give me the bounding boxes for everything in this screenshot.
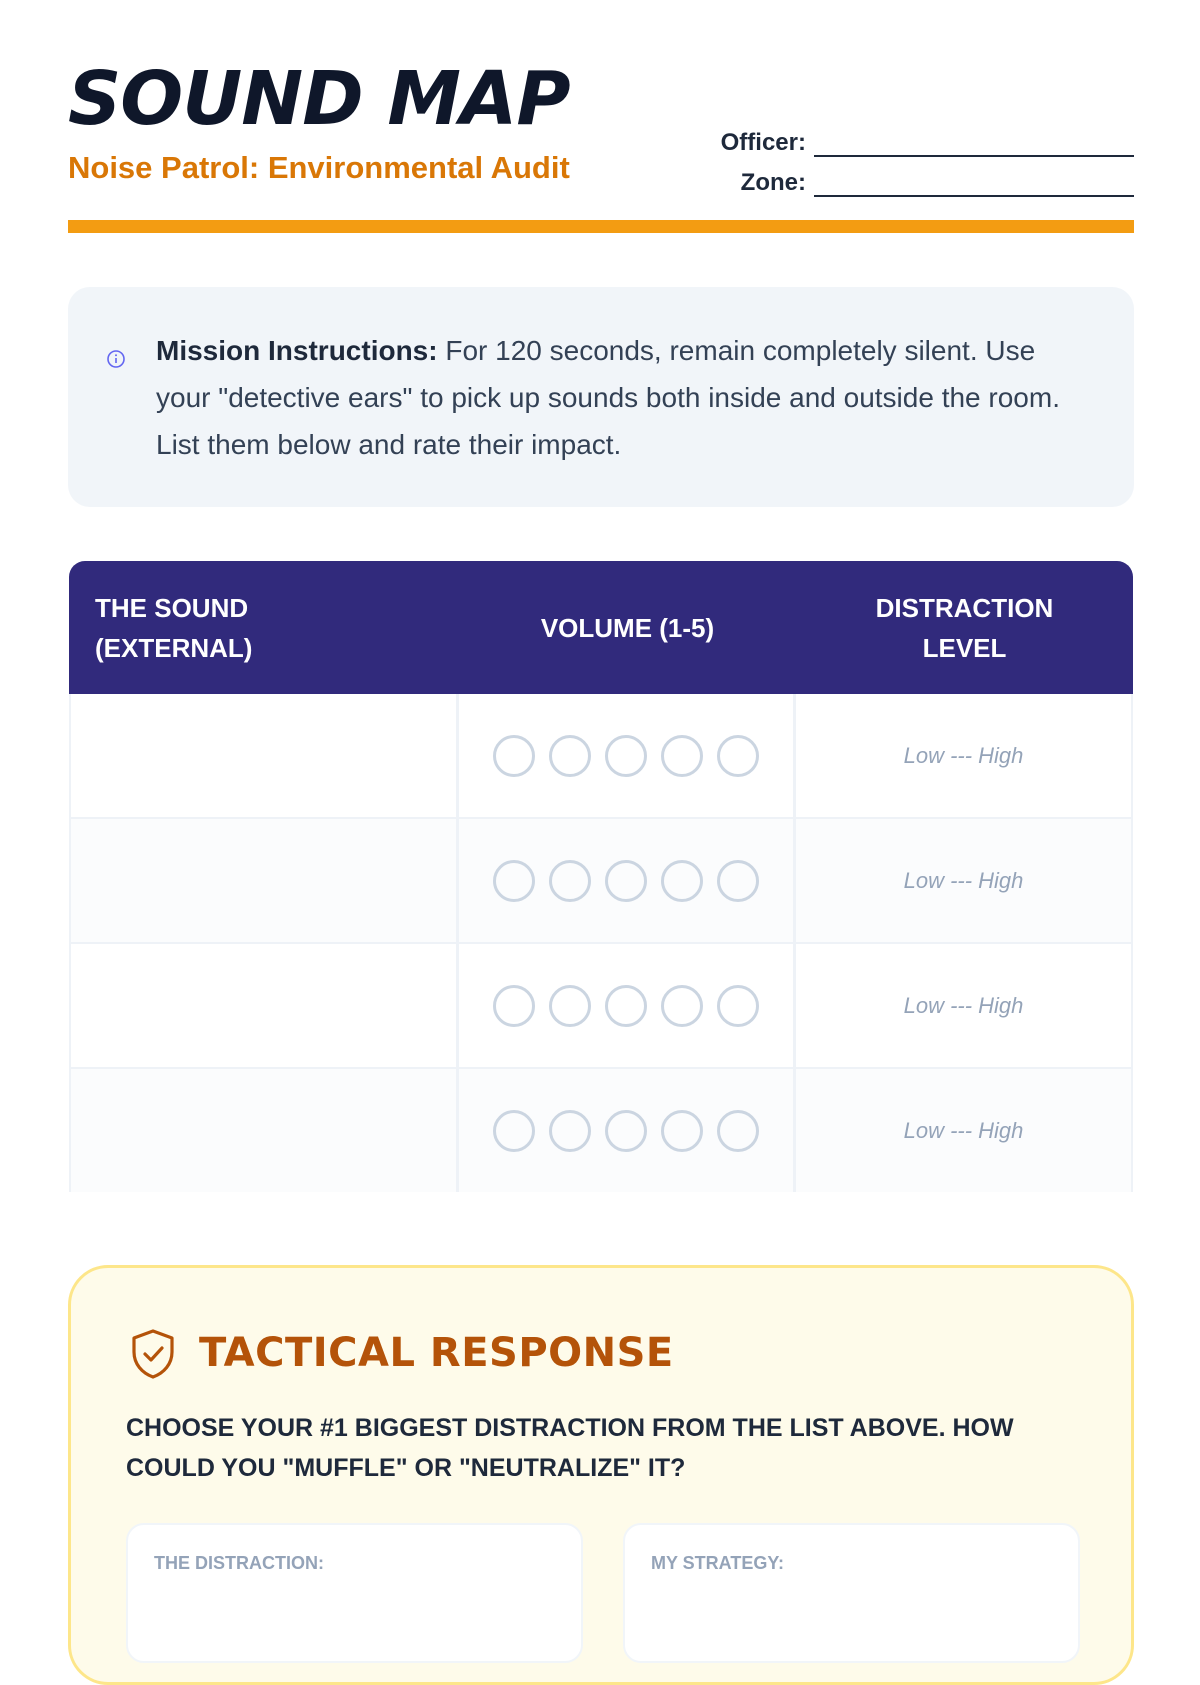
info-icon bbox=[106, 349, 126, 369]
instructions-body: For 120 seconds, remain completely silent. Use your "detective ears" to pick up sounds both inside and outside the room. List them below and rate their impact. bbox=[156, 335, 1060, 460]
page-title: SOUND MAP bbox=[68, 56, 570, 142]
volume-cell bbox=[459, 944, 796, 1067]
sound-table bbox=[69, 561, 1133, 1192]
volume-radio-3[interactable] bbox=[605, 1110, 647, 1152]
distraction-cell[interactable] bbox=[796, 1069, 1133, 1192]
strategy-box[interactable] bbox=[623, 1523, 1080, 1663]
volume-cell bbox=[459, 694, 796, 817]
volume-radio-3[interactable] bbox=[605, 985, 647, 1027]
sound-cell[interactable] bbox=[69, 1069, 459, 1192]
officer-label: Officer: bbox=[720, 129, 806, 156]
sound-cell[interactable] bbox=[69, 819, 459, 942]
volume-radio-2[interactable] bbox=[549, 735, 591, 777]
distraction-box-label: THE DISTRACTION: bbox=[154, 1553, 324, 1573]
volume-radio-4[interactable] bbox=[661, 985, 703, 1027]
instructions-text bbox=[156, 327, 1094, 468]
volume-radio-4[interactable] bbox=[661, 735, 703, 777]
volume-radio-5[interactable] bbox=[717, 1110, 759, 1152]
header-distraction-label: DISTRACTION LEVEL bbox=[875, 592, 1054, 663]
volume-cell bbox=[459, 819, 796, 942]
table-header bbox=[69, 561, 1133, 694]
tactical-response-panel bbox=[68, 1265, 1134, 1685]
volume-radio-1[interactable] bbox=[493, 1110, 535, 1152]
volume-radio-4[interactable] bbox=[661, 1110, 703, 1152]
volume-radio-1[interactable] bbox=[493, 985, 535, 1027]
distraction-scale: Low --- High bbox=[903, 867, 1024, 893]
sound-cell[interactable] bbox=[69, 944, 459, 1067]
header bbox=[68, 0, 1134, 235]
tactical-title: TACTICAL RESPONSE bbox=[199, 1330, 674, 1376]
officer-input-line[interactable] bbox=[814, 127, 1134, 157]
distraction-box[interactable] bbox=[126, 1523, 583, 1663]
volume-radio-5[interactable] bbox=[717, 985, 759, 1027]
instructions-box bbox=[68, 287, 1134, 507]
table-row bbox=[69, 944, 1133, 1069]
distraction-cell[interactable] bbox=[796, 694, 1133, 817]
response-boxes bbox=[126, 1523, 1080, 1663]
worksheet bbox=[68, 0, 1134, 1573]
zone-label: Zone: bbox=[740, 169, 806, 196]
distraction-scale: Low --- High bbox=[903, 1117, 1024, 1143]
distraction-cell[interactable] bbox=[796, 819, 1133, 942]
page-subtitle: Noise Patrol: Environmental Audit bbox=[68, 150, 570, 185]
distraction-scale: Low --- High bbox=[903, 992, 1024, 1018]
volume-radio-4[interactable] bbox=[661, 860, 703, 902]
distraction-cell[interactable] bbox=[796, 944, 1133, 1067]
volume-radio-3[interactable] bbox=[605, 860, 647, 902]
volume-cell bbox=[459, 1069, 796, 1192]
table-row bbox=[69, 694, 1133, 819]
volume-radio-5[interactable] bbox=[717, 860, 759, 902]
header-divider bbox=[68, 220, 1134, 233]
sound-cell[interactable] bbox=[69, 694, 459, 817]
zone-input-line[interactable] bbox=[814, 167, 1134, 197]
table-row bbox=[69, 1069, 1133, 1192]
info-fields bbox=[714, 117, 1134, 197]
volume-radio-2[interactable] bbox=[549, 985, 591, 1027]
volume-radio-1[interactable] bbox=[493, 735, 535, 777]
table-row bbox=[69, 819, 1133, 944]
volume-radio-2[interactable] bbox=[549, 860, 591, 902]
shield-check-icon bbox=[129, 1328, 177, 1380]
volume-radio-2[interactable] bbox=[549, 1110, 591, 1152]
zone-field bbox=[714, 157, 1134, 197]
volume-radio-1[interactable] bbox=[493, 860, 535, 902]
volume-radio-5[interactable] bbox=[717, 735, 759, 777]
header-volume: VOLUME (1-5) bbox=[540, 612, 715, 643]
tactical-prompt: CHOOSE YOUR #1 BIGGEST DISTRACTION FROM THE LIST ABOVE. HOW COULD YOU "MUFFLE" OR "NEUTRALIZE" IT? bbox=[126, 1414, 1014, 1482]
distraction-scale: Low --- High bbox=[903, 742, 1024, 768]
strategy-box-label: MY STRATEGY: bbox=[651, 1553, 785, 1573]
instructions-lead: Mission Instructions: bbox=[156, 335, 438, 366]
header-sound: THE SOUND (EXTERNAL) bbox=[95, 592, 253, 663]
header-distraction bbox=[796, 561, 1133, 694]
officer-field bbox=[714, 117, 1134, 157]
volume-radio-3[interactable] bbox=[605, 735, 647, 777]
